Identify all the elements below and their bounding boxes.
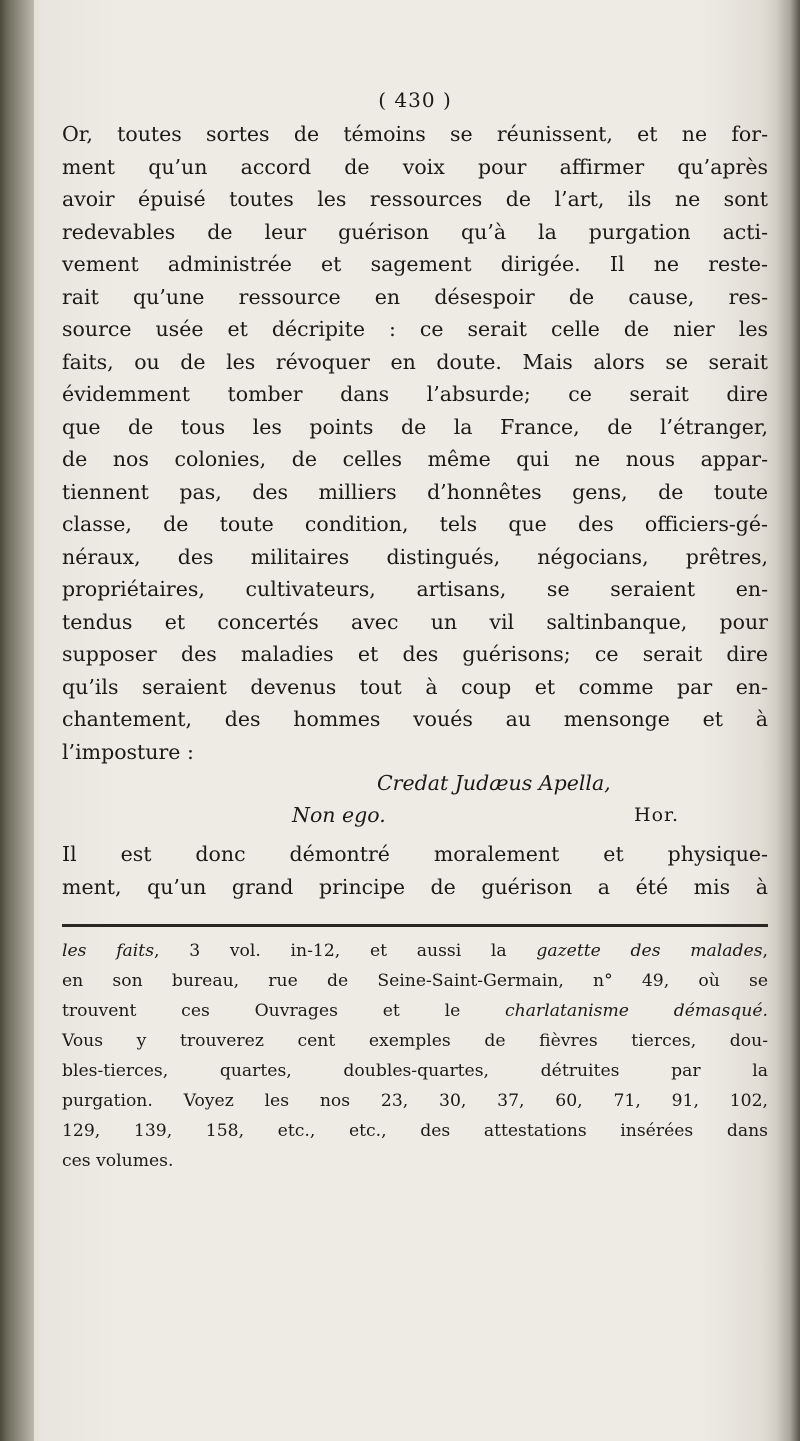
- footnote-line: [62, 996, 768, 1026]
- text-line: supposer des maladies et des guérisons; ce serait dire: [62, 642, 768, 666]
- text-line: évidemment tomber dans l’absurde; ce serait dire: [62, 382, 768, 406]
- footnote-divider: [62, 924, 768, 927]
- footnote: [62, 936, 768, 1176]
- text-line: Il est donc démontré moralement et physique-: [62, 842, 768, 866]
- text-line: tiennent pas, des milliers d’honnêtes gens, de toute: [62, 479, 768, 504]
- text-line: chantement, des hommes voués au mensonge et à: [62, 707, 768, 731]
- text-line: ment qu’un accord de voix pour affirmer qu’après: [62, 154, 768, 179]
- text-line: rait qu’une ressource en désespoir de cause, res-: [62, 284, 768, 309]
- footnote-line: [62, 936, 768, 966]
- footnote-line: en son bureau, rue de Seine-Saint-Germain, n° 49, où se: [62, 971, 768, 991]
- footnote-line: purgation. Voyez les nos 23, 30, 37, 60, 71, 91, 102,: [62, 1091, 768, 1111]
- footnote-line: bles-tierces, quartes, doubles-quartes, détruites par la: [62, 1061, 768, 1081]
- latin-quote-line-1: Credat Judæus Apella,: [377, 771, 611, 795]
- main-paragraph: [62, 118, 768, 768]
- text-line: redevables de leur guérison qu’à la purgation acti-: [62, 219, 768, 244]
- footnote-line: 129, 139, 158, etc., etc., des attestations insérées dans: [62, 1121, 768, 1141]
- text-line: source usée et décripite : ce serait celle de nier les: [62, 317, 768, 341]
- footnote-text: ,: [762, 941, 768, 961]
- text-line: ment, qu’un grand principe de guérison a été mis à: [62, 874, 768, 899]
- text-line: néraux, des militaires distingués, négocians, prêtres,: [62, 544, 768, 569]
- text-line: classe, de toute condition, tels que des officiers-gé-: [62, 512, 768, 536]
- page-number: ( 430 ): [378, 88, 452, 112]
- footnote-italic-text: charlatanisme démasqué.: [505, 1001, 768, 1021]
- footnote-line: Vous y trouverez cent exemples de fièvres tierces, dou-: [62, 1031, 768, 1051]
- book-spine-shadow: [0, 0, 34, 1441]
- text-line: que de tous les points de la France, de l’étranger,: [62, 414, 768, 439]
- footnote-line: ces volumes.: [62, 1151, 174, 1171]
- footnote-text: trouvent ces Ouvrages et le: [62, 1001, 506, 1021]
- footnote-text: , 3 vol. in-12, et aussi la: [154, 941, 537, 961]
- text-line: l’imposture :: [62, 739, 194, 764]
- quote-author: Hor.: [634, 804, 680, 826]
- text-line: qu’ils seraient devenus tout à coup et comme par en-: [62, 674, 768, 699]
- text-line: de nos colonies, de celles même qui ne nous appar-: [62, 447, 768, 471]
- text-line: propriétaires, cultivateurs, artisans, se seraient en-: [62, 577, 768, 601]
- text-line: tendus et concertés avec un vil saltinbanque, pour: [62, 609, 768, 634]
- text-line: vement administrée et sagement dirigée. Il ne reste-: [62, 252, 768, 276]
- page-edge-shadow: [776, 0, 800, 1441]
- text-line: avoir épuisé toutes les ressources de l’art, ils ne sont: [62, 187, 768, 211]
- latin-quote-line-2: Non ego.: [292, 803, 386, 827]
- second-paragraph: [62, 838, 768, 903]
- text-line: Or, toutes sortes de témoins se réunissent, et ne for-: [62, 122, 768, 146]
- footnote-italic-text: les faits: [62, 941, 155, 961]
- text-line: faits, ou de les révoquer en doute. Mais alors se serait: [62, 349, 768, 374]
- footnote-italic-text: gazette des malades: [536, 941, 763, 961]
